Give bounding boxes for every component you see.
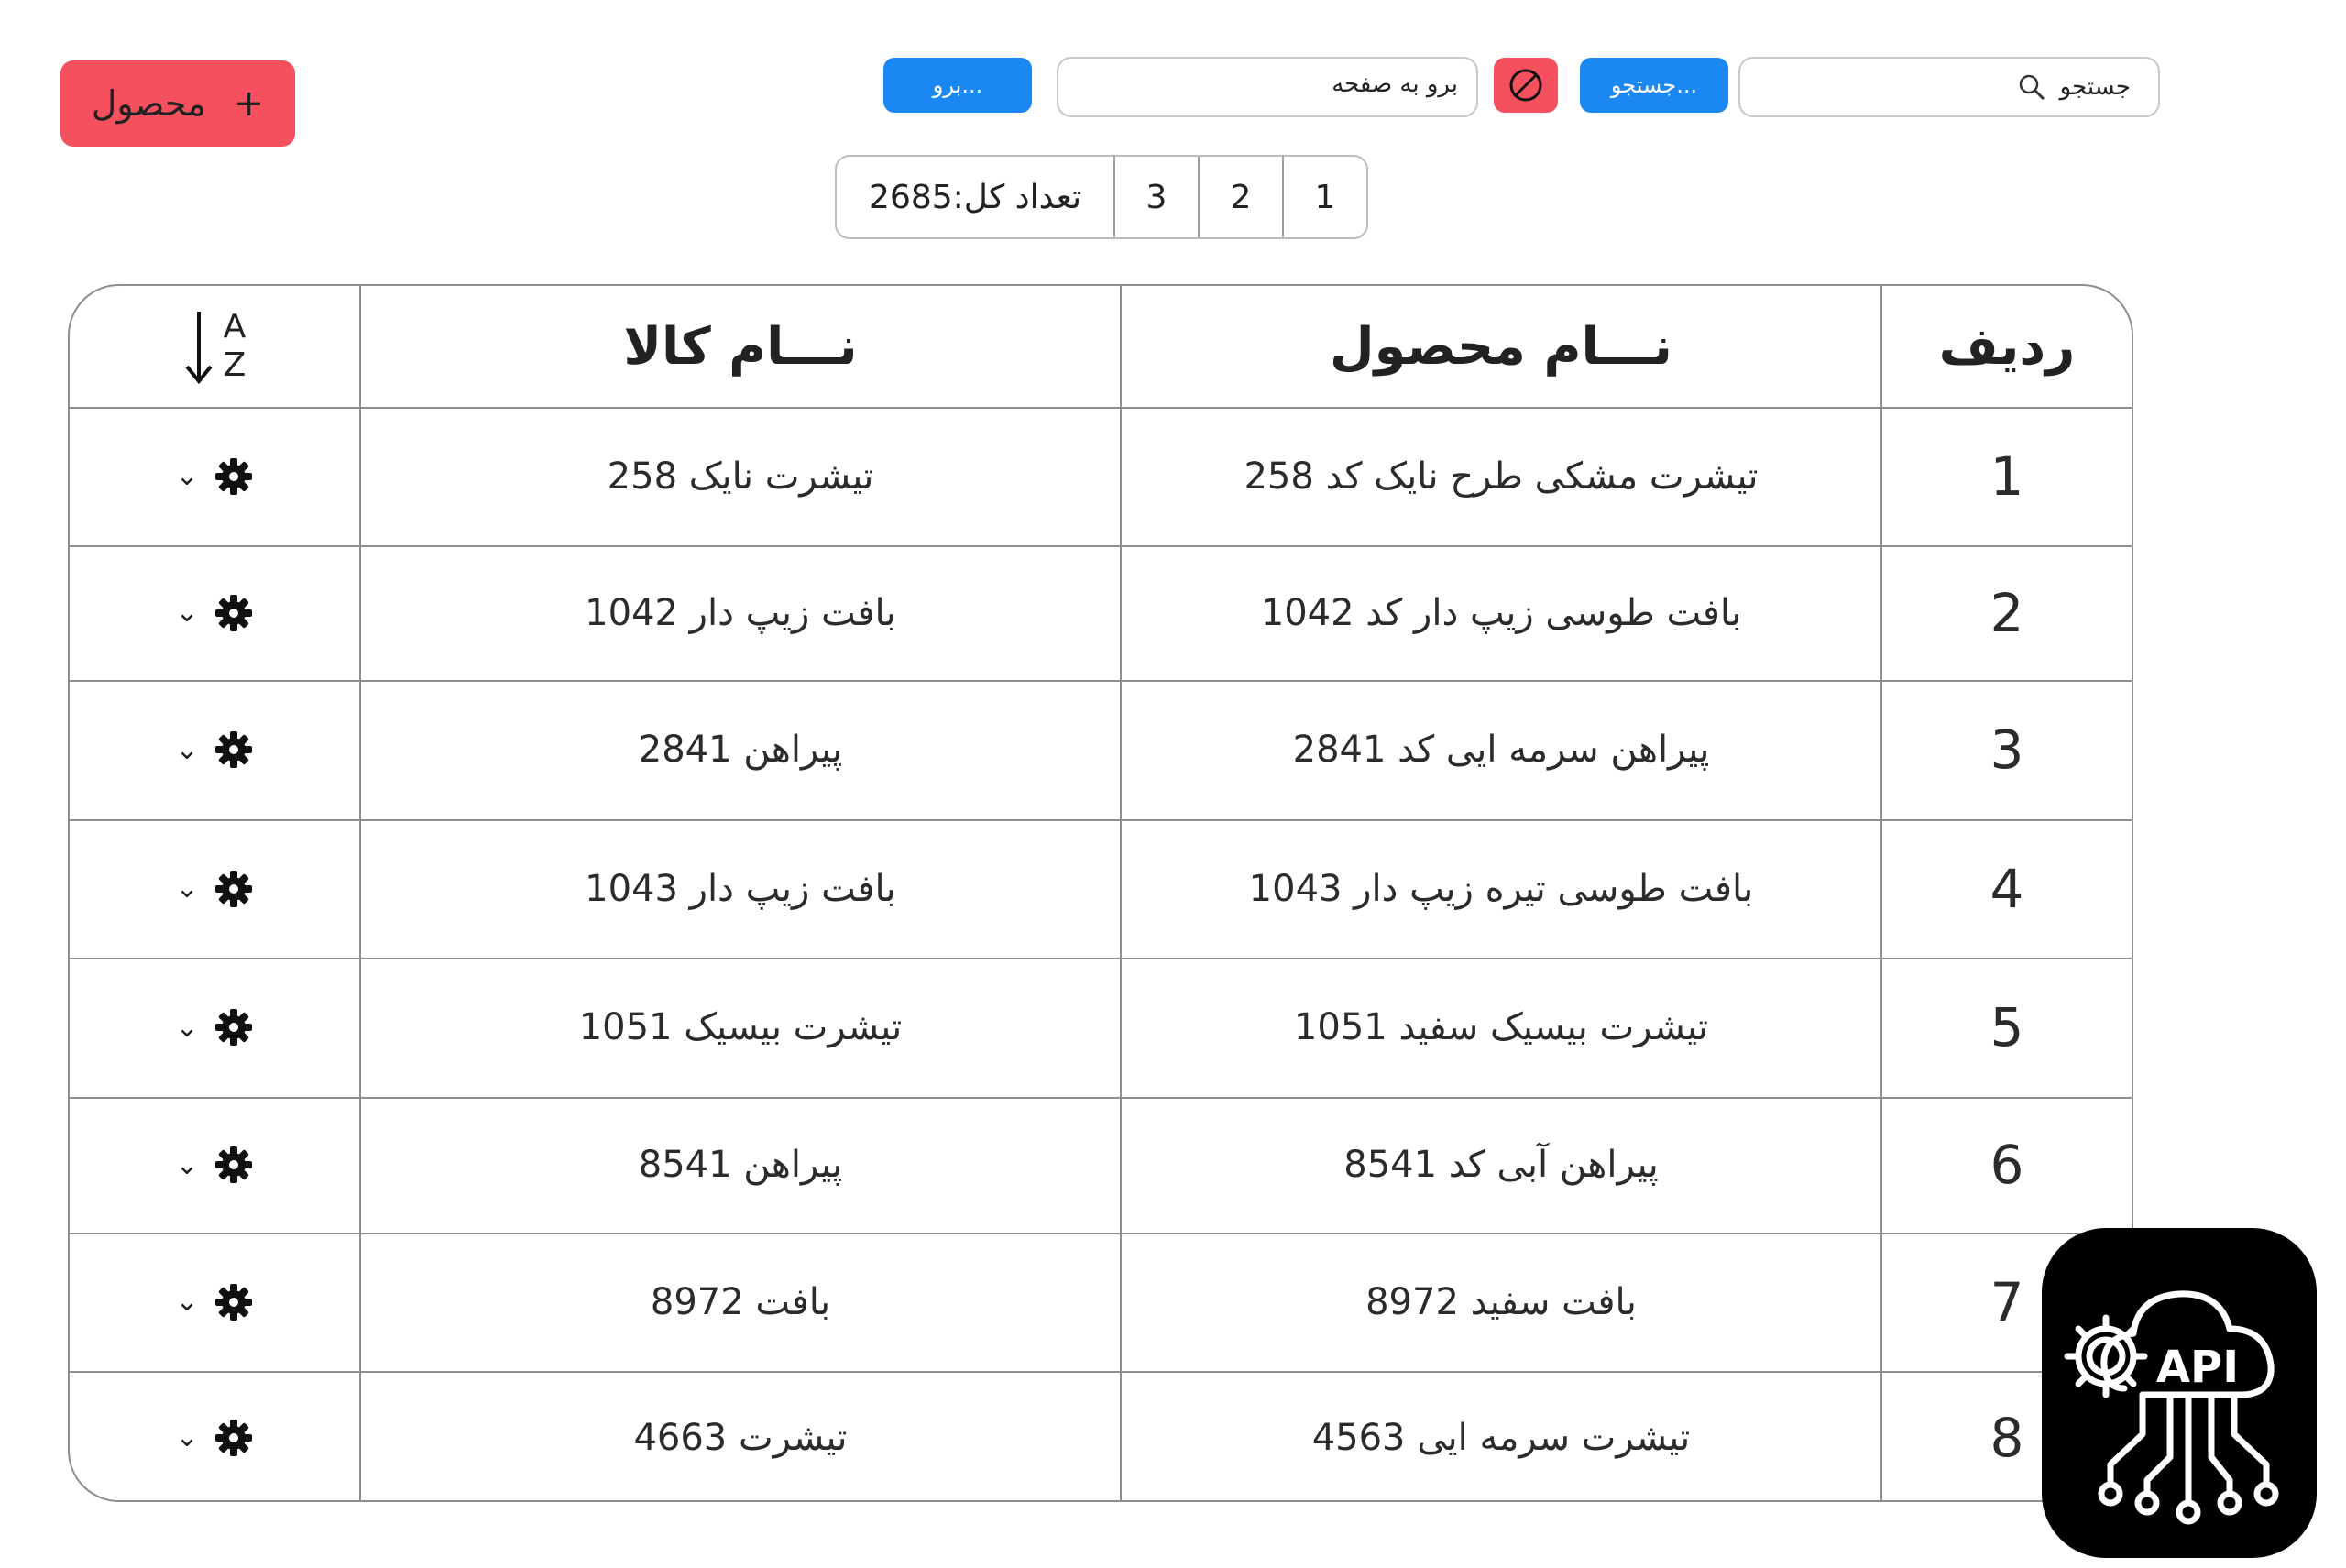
row-actions	[70, 1233, 361, 1371]
sort-a-label: A	[223, 308, 247, 345]
row-number-cell	[1882, 958, 2132, 1097]
row-number: 7	[1990, 1270, 2024, 1333]
row-number: 1	[1990, 444, 2024, 508]
row-actions	[70, 958, 361, 1097]
gear-icon[interactable]	[214, 869, 254, 909]
page-number: 2	[1230, 178, 1252, 216]
search-icon	[2016, 71, 2047, 103]
chevron-down-icon[interactable]: ⌄	[175, 1421, 199, 1453]
go-to-page-input[interactable]	[1057, 57, 1478, 117]
products-table	[68, 284, 2133, 1502]
search-input-value: جستجو	[2059, 73, 2131, 101]
search-button[interactable]	[1580, 58, 1728, 113]
page-input-value: برو به صفحه	[1332, 71, 1458, 98]
item-name: پیراهن 2841	[638, 729, 843, 771]
row-number-cell	[1882, 819, 2132, 958]
row-number-cell	[1882, 545, 2132, 680]
search-button-label: جستجو...	[1610, 72, 1698, 98]
item-name-cell	[361, 1233, 1122, 1371]
no-entry-icon	[1507, 67, 1544, 104]
product-name: بافت طوسی تیره زیپ دار 1043	[1248, 867, 1754, 910]
page-2-button[interactable]	[1198, 157, 1282, 237]
item-name-cell	[361, 1371, 1122, 1502]
table-row	[70, 1097, 2132, 1234]
chevron-down-icon[interactable]: ⌄	[175, 1148, 199, 1181]
row-number: 3	[1990, 718, 2024, 781]
item-name: بافت زیپ دار 1043	[585, 867, 896, 910]
item-name-cell	[361, 819, 1122, 958]
api-label: API	[2155, 1342, 2240, 1393]
total-count-label: تعداد کل:2685	[869, 178, 1081, 216]
product-name: بافت سفید 8972	[1365, 1280, 1637, 1323]
header-row-number-label: ردیف	[1938, 316, 2076, 377]
header-product-name-label: نـــام محصول	[1330, 316, 1672, 377]
gear-icon[interactable]	[214, 456, 254, 497]
pagination	[835, 155, 1368, 239]
product-name-cell	[1122, 545, 1882, 680]
item-name: پیراهن 8541	[638, 1144, 843, 1186]
table-row	[70, 545, 2132, 682]
product-name-cell	[1122, 1233, 1882, 1371]
sort-toggle[interactable]	[183, 308, 247, 385]
gear-icon[interactable]	[214, 729, 254, 770]
product-name-cell	[1122, 1097, 1882, 1233]
row-number-cell	[1882, 407, 2132, 545]
item-name-cell	[361, 545, 1122, 680]
item-name: تیشرت نایک 258	[607, 455, 874, 498]
row-actions	[70, 1371, 361, 1502]
row-actions	[70, 407, 361, 545]
row-number-cell	[1882, 680, 2132, 819]
header-row-number	[1882, 286, 2132, 407]
table-row	[70, 819, 2132, 959]
clear-search-button[interactable]	[1494, 58, 1558, 113]
sort-z-label: Z	[223, 346, 247, 384]
chevron-down-icon[interactable]: ⌄	[175, 460, 199, 492]
product-name: تیشرت مشکی طرح نایک کد 258	[1244, 455, 1759, 498]
header-item-name-label: نـــام کالا	[623, 316, 858, 377]
add-product-label: محصول	[91, 83, 206, 124]
page-3-button[interactable]	[1113, 157, 1198, 237]
row-actions	[70, 545, 361, 680]
go-button-label: برو...	[932, 72, 983, 98]
gear-icon[interactable]	[214, 593, 254, 633]
table-row	[70, 958, 2132, 1099]
row-number: 4	[1990, 857, 2024, 920]
product-name: پیراهن آبی کد 8541	[1343, 1144, 1659, 1186]
search-input[interactable]	[1738, 57, 2160, 117]
header-product-name	[1122, 286, 1882, 407]
row-number-cell	[1882, 1097, 2132, 1233]
page-1-button[interactable]	[1282, 157, 1366, 237]
gear-icon[interactable]	[214, 1145, 254, 1185]
product-name-cell	[1122, 1371, 1882, 1502]
product-name-cell	[1122, 407, 1882, 545]
row-number: 8	[1990, 1406, 2024, 1469]
item-name: تیشرت بیسیک 1051	[578, 1006, 903, 1048]
row-actions	[70, 819, 361, 958]
table-row	[70, 1371, 2132, 1502]
table-row	[70, 407, 2132, 547]
chevron-down-icon[interactable]: ⌄	[175, 1286, 199, 1318]
plus-icon: +	[233, 82, 265, 125]
api-cloud-gear-icon	[2042, 1228, 2317, 1558]
chevron-down-icon[interactable]: ⌄	[175, 597, 199, 629]
item-name: تیشرت 4663	[633, 1416, 848, 1459]
chevron-down-icon[interactable]: ⌄	[175, 872, 199, 905]
page-number: 3	[1146, 178, 1168, 216]
go-to-page-button[interactable]	[883, 58, 1032, 113]
gear-icon[interactable]	[214, 1418, 254, 1458]
api-badge	[2042, 1228, 2317, 1558]
item-name-cell	[361, 680, 1122, 819]
row-actions	[70, 680, 361, 819]
product-name: پیراهن سرمه ایی کد 2841	[1292, 729, 1710, 771]
item-name-cell	[361, 407, 1122, 545]
product-name: تیشرت بیسیک سفید 1051	[1293, 1006, 1709, 1048]
table-header	[70, 286, 2132, 409]
item-name-cell	[361, 958, 1122, 1097]
row-number: 5	[1990, 996, 2024, 1058]
chevron-down-icon[interactable]: ⌄	[175, 1011, 199, 1044]
sort-header	[70, 286, 361, 407]
product-name-cell	[1122, 819, 1882, 958]
gear-icon[interactable]	[214, 1282, 254, 1322]
item-name-cell	[361, 1097, 1122, 1233]
arrow-down-icon	[183, 308, 214, 385]
row-actions	[70, 1097, 361, 1233]
row-number: 2	[1990, 581, 2024, 644]
item-name: بافت زیپ دار 1042	[585, 591, 896, 634]
item-name: بافت 8972	[650, 1280, 831, 1323]
table-row	[70, 680, 2132, 821]
page-number: 1	[1314, 178, 1336, 216]
header-item-name	[361, 286, 1122, 407]
product-name: بافت طوسی زیپ دار کد 1042	[1260, 591, 1742, 634]
total-count	[837, 157, 1113, 237]
add-product-button[interactable]	[60, 60, 295, 147]
table-row	[70, 1233, 2132, 1373]
product-name-cell	[1122, 680, 1882, 819]
product-name-cell	[1122, 958, 1882, 1097]
row-number: 6	[1990, 1134, 2024, 1196]
chevron-down-icon[interactable]: ⌄	[175, 733, 199, 766]
product-name: تیشرت سرمه ایی 4563	[1311, 1416, 1691, 1459]
gear-icon[interactable]	[214, 1007, 254, 1047]
